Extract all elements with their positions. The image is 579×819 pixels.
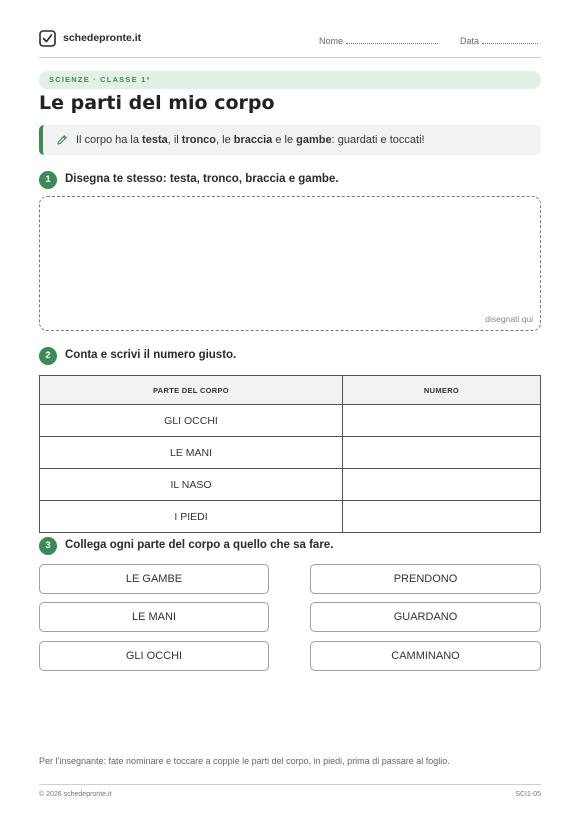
exercise-2-title: Conta e scrivi il numero giusto.: [65, 349, 237, 361]
page-footer: [39, 784, 541, 798]
intro-text-fragment: e le: [272, 134, 297, 146]
table-row: [40, 469, 541, 501]
brand-name: schedepronte.it: [63, 32, 142, 44]
page-title: Le parti del mio corpo: [39, 92, 275, 114]
sheet-code: SCI1-05: [515, 791, 541, 798]
date-label: Data: [460, 36, 480, 46]
worksheet-page: [39, 0, 541, 819]
body-part-cell: I PIEDI: [40, 501, 343, 533]
copyright-text: © 2026 schedepronte.it: [39, 791, 112, 798]
intro-box: [39, 125, 541, 155]
drawing-area[interactable]: [39, 196, 541, 331]
checkbox-logo-icon: [39, 30, 56, 47]
number-answer-cell[interactable]: [343, 405, 541, 437]
date-field[interactable]: [460, 35, 538, 46]
table-row: [40, 501, 541, 533]
exercise-3-title: Collega ogni parte del corpo a quello che sa fare.: [65, 539, 334, 551]
column-header-body-part: PARTE DEL CORPO: [40, 376, 343, 405]
body-part-cell: IL NASO: [40, 469, 343, 501]
match-left-item[interactable]: LE GAMBE: [39, 564, 269, 594]
exercise-number-2: 2: [39, 347, 57, 365]
intro-text-fragment: : guardati e toccati!: [331, 134, 425, 146]
subject-tag-label: SCIENZE · CLASSE 1ª: [49, 75, 151, 84]
intro-text-fragment: , le: [216, 134, 234, 146]
exercise-1-title: Disegna te stesso: testa, tronco, braccia e gambe.: [65, 173, 339, 185]
name-field[interactable]: [319, 35, 438, 46]
match-right-item[interactable]: CAMMINANO: [310, 641, 541, 671]
column-header-number: NUMERO: [343, 376, 541, 405]
match-right-item[interactable]: GUARDANO: [310, 602, 541, 632]
intro-text-fragment: , il: [167, 134, 182, 146]
intro-keyword: gambe: [296, 134, 332, 146]
intro-text-fragment: Il corpo ha la: [76, 134, 143, 146]
count-table: [39, 375, 541, 533]
intro-text: [76, 134, 425, 146]
exercise-number-1: 1: [39, 171, 57, 189]
teacher-note: Per l’insegnante: fate nominare e toccare a coppie le parti del corpo, in piedi, prima di passare al foglio.: [39, 756, 450, 766]
name-blank[interactable]: [346, 35, 438, 44]
match-left-item[interactable]: LE MANI: [39, 602, 269, 632]
number-answer-cell[interactable]: [343, 469, 541, 501]
table-row: [40, 405, 541, 437]
body-part-cell: LE MANI: [40, 437, 343, 469]
intro-keyword: tronco: [181, 134, 217, 146]
page-header: [39, 30, 541, 58]
intro-keyword: braccia: [233, 134, 273, 146]
body-part-cell: GLI OCCHI: [40, 405, 343, 437]
table-row: [40, 437, 541, 469]
exercise-number-3: 3: [39, 537, 57, 555]
match-right-item[interactable]: PRENDONO: [310, 564, 541, 594]
drawing-hint: disegnati qui: [485, 314, 533, 324]
name-label: Nome: [319, 36, 344, 46]
subject-tag: [39, 71, 541, 89]
match-left-item[interactable]: GLI OCCHI: [39, 641, 269, 671]
intro-keyword: testa: [142, 134, 168, 146]
pencil-icon: [56, 134, 68, 146]
number-answer-cell[interactable]: [343, 501, 541, 533]
date-blank[interactable]: [482, 35, 538, 44]
number-answer-cell[interactable]: [343, 437, 541, 469]
